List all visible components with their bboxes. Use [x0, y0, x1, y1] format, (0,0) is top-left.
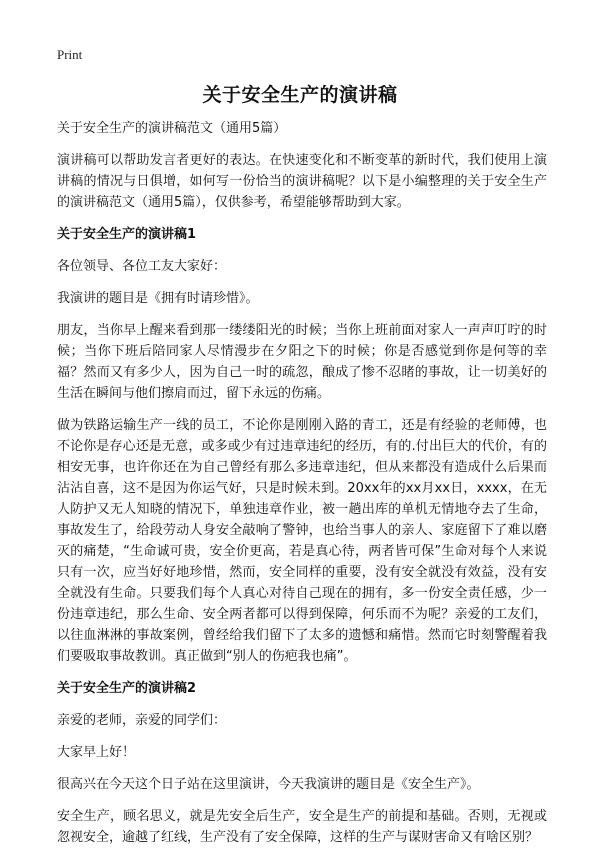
section-1-greeting: 各位领导、各位工友大家好：: [57, 259, 227, 274]
section-2-paragraph-1: 安全生产，顾名思义，就是先安全后生产，安全是生产的前提和基础。否则，无视或忽视安全，逾越了红线，生产没有了安全保障，这样的生产与谋财害命又有啥区别？: [57, 809, 547, 845]
section-2-heading: 关于安全生产的演讲稿2: [57, 681, 197, 696]
section-2-topic: 很高兴在今天这个日子站在这里演讲，今天我演讲的题目是《安全生产》。: [57, 777, 480, 792]
section-2-morning: 大家早上好！: [57, 745, 136, 760]
page-title: 关于安全生产的演讲稿: [202, 84, 398, 106]
section-1-topic: 我演讲的题目是《拥有时请珍惜》。: [57, 291, 259, 306]
print-link[interactable]: Print: [57, 47, 83, 62]
section-1-paragraph-2: 做为铁路运输生产一线的员工，不论你是刚刚入路的青工，还是有经验的老师傅，也不论你是存心还是无意，或多或少有过违章违纪的经历，有的.付出巨大的代价，有的相安无事，也许你还在为自己曾经有那么多违章违纪，但从来都没有造成什么后果而沾沾自喜，这不是因为你运气好，只是时候未到。20xx年的xx月xx日，xxxx，在无人防护又无人知晓的情况下，单独违章作业，被一趟出库的单机无情地夺去了生命，事故发生了，给段劳动人身安全敲响了警钟，也给当事人的亲人、家庭留下了难以磨灭的痛楚，“生命诚可贵，安全价更高，若是真心待，两者皆可保”生命对每个人来说只有一次，应当好好地珍惜，然而，安全同样的重要，没有安全就没有效益，没有安全就没有生命。只要我们每个人真心对待自己现在的拥有，多一份安全责任感，少一份违章违纪，那么生命、安全两者都可以得到保障，何乐而不为呢？亲爱的工友们，以往血淋淋的事故案例，曾经给我们留下了太多的遗憾和痛惜。然而它时刻警醒着我们要吸取事故教训。真正做到“别人的伤疤我也痛”。: [57, 418, 547, 664]
section-1-paragraph-1: 朋友，当你早上醒来看到那一缕缕阳光的时候；当你上班前面对家人一声声叮咛的时候；当你下班后陪同家人尽情漫步在夕阳之下的时候；你是否感觉到你是何等的幸福？然而又有多少人，因为自己一时的疏忽，酿成了惨不忍睹的事故，让一切美好的生活在瞬间与他们擦肩而过，留下永远的伤痛。: [57, 323, 547, 401]
article-subtitle: 关于安全生产的演讲稿范文（通用5篇）: [57, 121, 287, 136]
intro-paragraph: 演讲稿可以帮助发言者更好的表达。在快速变化和不断变革的新时代，我们使用上演讲稿的情况与日俱增，如何写一份恰当的演讲稿呢？以下是小编整理的关于安全生产的演讲稿范文（通用5篇），仅供参考，希望能够帮助到大家。: [57, 153, 547, 210]
section-2-greeting: 亲爱的老师，亲爱的同学们：: [57, 713, 227, 728]
article-body: [57, 118, 547, 859]
section-1-heading: 关于安全生产的演讲稿1: [57, 227, 197, 242]
